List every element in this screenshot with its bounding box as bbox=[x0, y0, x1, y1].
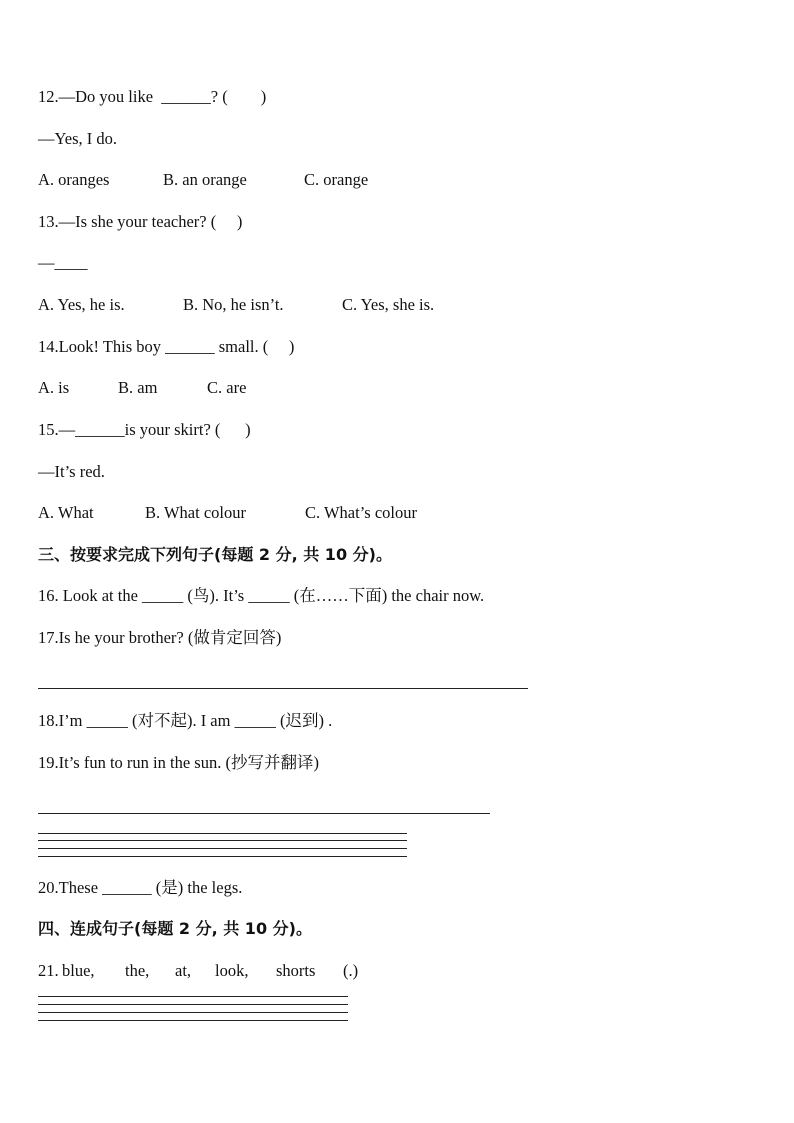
q12-reply: —Yes, I do. bbox=[38, 129, 118, 148]
q19-writing-line-3 bbox=[38, 848, 407, 849]
q12-stem: 12.—Do you like ______? ( ) bbox=[38, 87, 267, 106]
q21-number: 21. bbox=[38, 961, 59, 980]
q21-word: the, bbox=[125, 961, 150, 980]
q14-option-b: B. am bbox=[118, 378, 158, 397]
q15-option-a: A. What bbox=[38, 503, 94, 522]
q21-word: at, bbox=[175, 961, 192, 980]
q13-option-b: B. No, he isn’t. bbox=[183, 295, 284, 314]
q16-text: 16. Look at the _____ (鸟). It’s _____ (在……下面) the chair now. bbox=[38, 586, 485, 605]
q13-option-c: C. Yes, she is. bbox=[342, 295, 435, 314]
q21-word: look, bbox=[215, 961, 249, 980]
q20-text: 20.These ______ (是) the legs. bbox=[38, 878, 243, 897]
section-4-title: 四、连成句子(每题 2 分, 共 10 分)。 bbox=[38, 919, 312, 938]
q12-option-a: A. oranges bbox=[38, 170, 110, 189]
q14-stem: 14.Look! This boy ______ small. ( ) bbox=[38, 337, 295, 356]
q21-writing-line-2 bbox=[38, 1004, 348, 1005]
q15-option-b: B. What colour bbox=[145, 503, 246, 522]
q21-writing-line-3 bbox=[38, 1012, 348, 1013]
section-3-title: 三、按要求完成下列句子(每题 2 分, 共 10 分)。 bbox=[38, 545, 392, 564]
q18-text: 18.I’m _____ (对不起). I am _____ (迟到) . bbox=[38, 711, 333, 730]
q19-writing-line-4 bbox=[38, 856, 407, 857]
q14-option-a: A. is bbox=[38, 378, 70, 397]
q17-text: 17.Is he your brother? (做肯定回答) bbox=[38, 628, 282, 647]
q12-option-b: B. an orange bbox=[163, 170, 247, 189]
q21-word: blue, bbox=[62, 961, 95, 980]
q15-reply: —It’s red. bbox=[38, 462, 105, 481]
q13-reply: —____ bbox=[38, 253, 88, 272]
q21-word: (.) bbox=[343, 961, 359, 980]
q17-answer-line bbox=[38, 688, 528, 689]
q21-writing-line-1 bbox=[38, 996, 348, 997]
q19-answer-line bbox=[38, 813, 490, 814]
q15-stem: 15.—______is your skirt? ( ) bbox=[38, 420, 251, 439]
q19-text: 19.It’s fun to run in the sun. (抄写并翻译) bbox=[38, 753, 319, 772]
q13-stem: 13.—Is she your teacher? ( ) bbox=[38, 212, 243, 231]
q13-option-a: A. Yes, he is. bbox=[38, 295, 125, 314]
q21-word: shorts bbox=[276, 961, 316, 980]
q12-option-c: C. orange bbox=[304, 170, 369, 189]
q19-writing-line-1 bbox=[38, 833, 407, 834]
q15-option-c: C. What’s colour bbox=[305, 503, 417, 522]
q14-option-c: C. are bbox=[207, 378, 247, 397]
q19-writing-line-2 bbox=[38, 840, 407, 841]
q21-writing-line-4 bbox=[38, 1020, 348, 1021]
